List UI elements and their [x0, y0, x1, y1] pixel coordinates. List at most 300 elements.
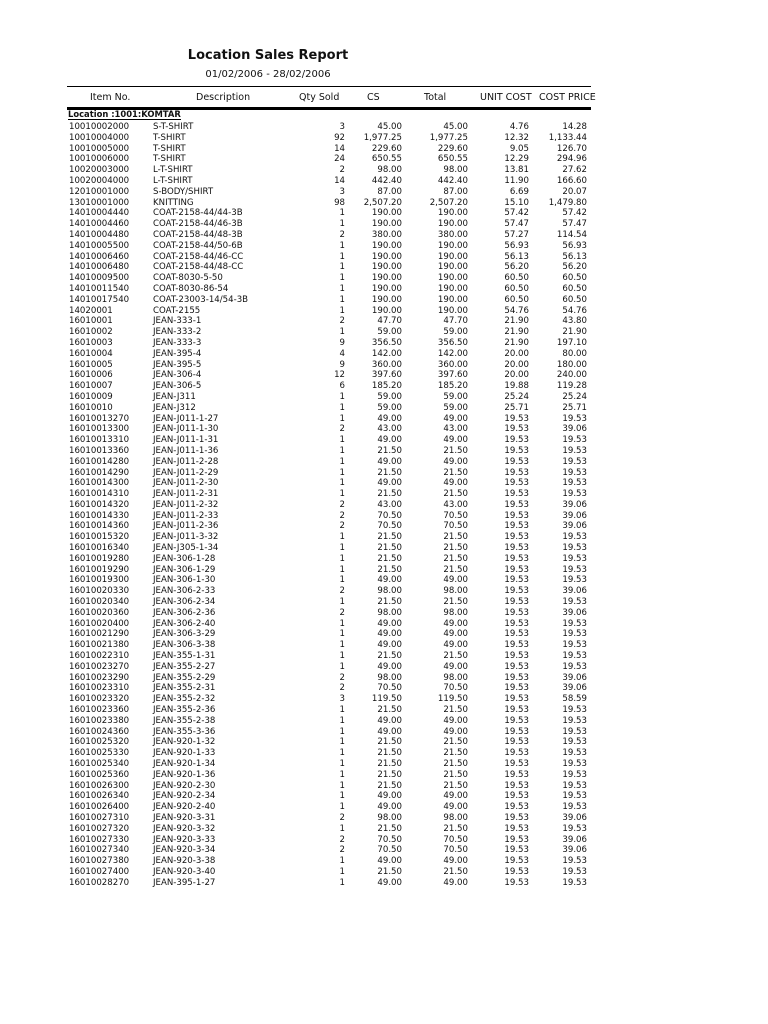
cell-item-no: 16010014290 [69, 467, 130, 478]
cell-cost-price: 166.60 [556, 175, 587, 186]
cell-item-no: 16010007 [69, 381, 113, 392]
cell-cs: 1,977.25 [363, 132, 402, 143]
cell-unit-cost: 12.29 [504, 154, 529, 165]
cell-cost-price: 19.53 [562, 435, 587, 446]
column-header-cost-price: COST PRICE [539, 92, 596, 103]
table-row [0, 716, 768, 727]
cell-qty-sold: 92 [334, 132, 345, 143]
cell-unit-cost: 19.53 [504, 791, 529, 802]
cell-unit-cost: 19.53 [504, 564, 529, 575]
cell-item-no: 16010019280 [69, 553, 130, 564]
cell-total: 21.50 [443, 759, 468, 770]
cell-item-no: 16010001 [69, 316, 113, 327]
cell-qty-sold: 2 [339, 316, 345, 327]
cell-unit-cost: 15.10 [504, 197, 529, 208]
cell-total: 98.00 [443, 165, 468, 176]
cell-unit-cost: 9.05 [509, 143, 529, 154]
cell-item-no: 16010013300 [69, 424, 130, 435]
cell-description: JEAN-J011-1-30 [153, 424, 219, 435]
cell-cs: 119.50 [371, 694, 402, 705]
cell-qty-sold: 2 [339, 521, 345, 532]
cell-cs: 70.50 [377, 834, 402, 845]
table-row [0, 554, 768, 565]
cell-item-no: 10010006000 [69, 154, 130, 165]
cell-description: COAT-2158-44/48-3B [153, 229, 243, 240]
cell-cs: 190.00 [371, 294, 402, 305]
cell-description: JEAN-920-1-32 [153, 737, 216, 748]
cell-cs: 21.50 [377, 769, 402, 780]
cell-cs: 21.50 [377, 467, 402, 478]
cell-cs: 98.00 [377, 813, 402, 823]
cell-total: 49.00 [443, 629, 468, 640]
cell-item-no: 13010001000 [69, 197, 130, 208]
cell-qty-sold: 1 [339, 208, 345, 219]
cell-description: JEAN-306-3-38 [153, 640, 216, 651]
cell-qty-sold: 1 [339, 435, 345, 446]
cell-qty-sold: 1 [339, 553, 345, 564]
cell-total: 21.50 [443, 553, 468, 564]
cell-qty-sold: 1 [339, 489, 345, 500]
cell-item-no: 14010006480 [69, 262, 130, 273]
cell-description: JEAN-920-3-34 [153, 845, 216, 856]
cell-cost-price: 39.06 [562, 586, 587, 597]
cell-cs: 21.50 [377, 780, 402, 791]
cell-cost-price: 54.76 [562, 305, 587, 316]
cell-cost-price: 19.53 [562, 597, 587, 608]
cell-cost-price: 19.53 [562, 651, 587, 662]
cell-item-no: 16010027320 [69, 823, 130, 834]
cell-item-no: 12010001000 [69, 186, 130, 197]
cell-description: JEAN-J011-1-27 [153, 413, 219, 424]
cell-total: 650.55 [437, 154, 468, 165]
cell-qty-sold: 2 [339, 424, 345, 435]
cell-qty-sold: 12 [334, 370, 345, 381]
cell-description: L-T-SHIRT [153, 175, 193, 186]
cell-cost-price: 19.53 [562, 456, 587, 467]
cell-total: 397.60 [437, 370, 468, 381]
table-row [0, 694, 768, 705]
cell-cs: 49.00 [377, 413, 402, 424]
cell-qty-sold: 1 [339, 802, 345, 813]
cell-cost-price: 19.53 [562, 532, 587, 543]
cell-unit-cost: 19.53 [504, 456, 529, 467]
cell-qty-sold: 1 [339, 543, 345, 554]
cell-unit-cost: 19.53 [504, 683, 529, 694]
cell-description: JEAN-306-2-33 [153, 586, 216, 597]
cell-qty-sold: 1 [339, 456, 345, 467]
cell-qty-sold: 1 [339, 737, 345, 748]
cell-qty-sold: 1 [339, 273, 345, 284]
table-row [0, 478, 768, 489]
cell-unit-cost: 19.53 [504, 694, 529, 705]
cell-total: 49.00 [443, 715, 468, 726]
cell-total: 49.00 [443, 877, 468, 888]
cell-item-no: 16010026300 [69, 780, 130, 791]
cell-qty-sold: 2 [339, 510, 345, 521]
cell-item-no: 16010005 [69, 359, 113, 370]
cell-item-no: 16010013270 [69, 413, 130, 424]
table-row [0, 219, 768, 230]
cell-unit-cost: 19.53 [504, 845, 529, 856]
column-header-unit-cost: UNIT COST [480, 92, 532, 103]
cell-total: 49.00 [443, 575, 468, 586]
cell-qty-sold: 1 [339, 597, 345, 608]
cell-description: COAT-2155 [153, 305, 201, 316]
cell-description: COAT-2158-44/50-6B [153, 240, 243, 251]
cell-cost-price: 14.28 [562, 122, 587, 132]
cell-cost-price: 39.06 [562, 834, 587, 845]
cell-description: JEAN-920-3-33 [153, 834, 216, 845]
cell-item-no: 14010006460 [69, 251, 130, 262]
cell-item-no: 16010014320 [69, 499, 130, 510]
table-row [0, 586, 768, 597]
cell-qty-sold: 14 [334, 143, 345, 154]
cell-unit-cost: 11.90 [504, 175, 529, 186]
table-row [0, 619, 768, 630]
cell-unit-cost: 19.53 [504, 510, 529, 521]
cell-item-no: 16010013310 [69, 435, 130, 446]
cell-description: T-SHIRT [153, 132, 186, 143]
cell-total: 21.50 [443, 445, 468, 456]
table-row [0, 360, 768, 371]
column-header-total: Total [424, 92, 447, 103]
table-row [0, 543, 768, 554]
cell-total: 229.60 [437, 143, 468, 154]
cell-total: 190.00 [437, 262, 468, 273]
cell-cs: 650.55 [371, 154, 402, 165]
cell-description: JEAN-920-3-32 [153, 823, 216, 834]
cell-item-no: 16010020360 [69, 607, 130, 618]
cell-item-no: 16010025320 [69, 737, 130, 748]
cell-total: 190.00 [437, 219, 468, 230]
table-row [0, 802, 768, 813]
cell-description: JEAN-355-2-36 [153, 705, 216, 716]
cell-item-no: 16010015320 [69, 532, 130, 543]
cell-cost-price: 80.00 [562, 348, 587, 359]
cell-qty-sold: 1 [339, 327, 345, 338]
cell-cost-price: 19.53 [562, 866, 587, 877]
cell-unit-cost: 57.42 [504, 208, 529, 219]
cell-cs: 98.00 [377, 672, 402, 683]
cell-qty-sold: 2 [339, 845, 345, 856]
cell-description: JEAN-920-1-33 [153, 748, 216, 759]
cell-item-no: 16010020330 [69, 586, 130, 597]
table-row [0, 176, 768, 187]
cell-cost-price: 19.53 [562, 413, 587, 424]
cell-item-no: 14010009500 [69, 273, 130, 284]
cell-qty-sold: 1 [339, 305, 345, 316]
cell-unit-cost: 19.53 [504, 737, 529, 748]
cell-description: JEAN-920-3-38 [153, 856, 216, 867]
header-rule-top [67, 86, 591, 87]
cell-total: 49.00 [443, 435, 468, 446]
cell-total: 49.00 [443, 791, 468, 802]
cell-cost-price: 60.50 [562, 283, 587, 294]
cell-total: 59.00 [443, 391, 468, 402]
cell-qty-sold: 1 [339, 564, 345, 575]
cell-qty-sold: 2 [339, 607, 345, 618]
cell-unit-cost: 19.53 [504, 618, 529, 629]
cell-cost-price: 19.53 [562, 478, 587, 489]
cell-unit-cost: 21.90 [504, 316, 529, 327]
cell-total: 49.00 [443, 413, 468, 424]
cell-cs: 98.00 [377, 586, 402, 597]
cell-qty-sold: 2 [339, 229, 345, 240]
cell-qty-sold: 24 [334, 154, 345, 165]
cell-item-no: 16010003 [69, 337, 113, 348]
cell-cost-price: 1,133.44 [548, 132, 587, 143]
cell-qty-sold: 1 [339, 748, 345, 759]
cell-cost-price: 19.53 [562, 802, 587, 813]
table-row [0, 122, 768, 133]
cell-unit-cost: 57.47 [504, 219, 529, 230]
cell-unit-cost: 19.53 [504, 467, 529, 478]
report-date-range: 01/02/2006 - 28/02/2006 [205, 69, 331, 80]
table-row [0, 791, 768, 802]
cell-cost-price: 56.13 [562, 251, 587, 262]
cell-qty-sold: 1 [339, 467, 345, 478]
cell-qty-sold: 1 [339, 445, 345, 456]
cell-description: JEAN-306-2-40 [153, 618, 216, 629]
cell-qty-sold: 1 [339, 251, 345, 262]
cell-item-no: 14020001 [69, 305, 113, 316]
cell-cs: 49.00 [377, 661, 402, 672]
cell-cs: 70.50 [377, 510, 402, 521]
cell-unit-cost: 25.71 [504, 402, 529, 413]
cell-qty-sold: 2 [339, 586, 345, 597]
table-row [0, 133, 768, 144]
cell-cost-price: 19.53 [562, 445, 587, 456]
cell-description: JEAN-355-2-27 [153, 661, 216, 672]
cell-description: JEAN-920-1-34 [153, 759, 216, 770]
cell-unit-cost: 19.53 [504, 726, 529, 737]
cell-cs: 360.00 [371, 359, 402, 370]
cell-total: 356.50 [437, 337, 468, 348]
table-row [0, 230, 768, 241]
cell-item-no: 16010020400 [69, 618, 130, 629]
cell-total: 49.00 [443, 856, 468, 867]
table-row [0, 597, 768, 608]
table-row [0, 683, 768, 694]
cell-item-no: 10010004000 [69, 132, 130, 143]
cell-description: JEAN-306-1-30 [153, 575, 216, 586]
cell-total: 49.00 [443, 478, 468, 489]
cell-item-no: 16010006 [69, 370, 113, 381]
cell-total: 190.00 [437, 294, 468, 305]
cell-cost-price: 56.20 [562, 262, 587, 273]
cell-cs: 70.50 [377, 521, 402, 532]
cell-cost-price: 19.53 [562, 640, 587, 651]
cell-item-no: 16010025360 [69, 769, 130, 780]
table-row [0, 651, 768, 662]
cell-description: COAT-2158-44/44-3B [153, 208, 243, 219]
cell-cs: 70.50 [377, 845, 402, 856]
cell-cost-price: 39.06 [562, 672, 587, 683]
cell-cost-price: 19.53 [562, 543, 587, 554]
table-row [0, 629, 768, 640]
cell-total: 21.50 [443, 705, 468, 716]
cell-cost-price: 19.53 [562, 661, 587, 672]
cell-unit-cost: 19.53 [504, 521, 529, 532]
table-row [0, 489, 768, 500]
cell-unit-cost: 19.53 [504, 813, 529, 823]
table-row [0, 370, 768, 381]
cell-cost-price: 21.90 [562, 327, 587, 338]
cell-cs: 49.00 [377, 856, 402, 867]
table-row [0, 813, 768, 824]
cell-item-no: 10010002000 [69, 122, 130, 132]
cell-item-no: 16010014300 [69, 478, 130, 489]
cell-cs: 59.00 [377, 391, 402, 402]
cell-item-no: 10010005000 [69, 143, 130, 154]
cell-item-no: 16010010 [69, 402, 113, 413]
table-row [0, 187, 768, 198]
cell-unit-cost: 19.53 [504, 866, 529, 877]
table-row [0, 856, 768, 867]
cell-description: COAT-8030-5-50 [153, 273, 223, 284]
cell-cs: 49.00 [377, 715, 402, 726]
table-row [0, 878, 768, 889]
cell-cs: 43.00 [377, 499, 402, 510]
cell-cs: 49.00 [377, 791, 402, 802]
table-row [0, 457, 768, 468]
cell-description: JEAN-355-2-29 [153, 672, 216, 683]
cell-cost-price: 56.93 [562, 240, 587, 251]
column-header-cs: CS [367, 92, 380, 103]
cell-cost-price: 39.06 [562, 424, 587, 435]
cell-qty-sold: 1 [339, 240, 345, 251]
cell-qty-sold: 9 [339, 359, 345, 370]
cell-qty-sold: 1 [339, 715, 345, 726]
cell-unit-cost: 13.81 [504, 165, 529, 176]
cell-cost-price: 39.06 [562, 845, 587, 856]
cell-item-no: 16010028270 [69, 877, 130, 888]
cell-unit-cost: 4.76 [509, 122, 529, 132]
cell-qty-sold: 1 [339, 413, 345, 424]
cell-description: JEAN-J011-2-31 [153, 489, 219, 500]
cell-total: 21.50 [443, 543, 468, 554]
cell-total: 21.50 [443, 467, 468, 478]
cell-unit-cost: 19.53 [504, 856, 529, 867]
cell-qty-sold: 98 [334, 197, 345, 208]
cell-cost-price: 57.47 [562, 219, 587, 230]
cell-total: 49.00 [443, 726, 468, 737]
cell-cs: 21.50 [377, 737, 402, 748]
cell-unit-cost: 19.53 [504, 759, 529, 770]
cell-cs: 70.50 [377, 683, 402, 694]
cell-description: JEAN-395-5 [153, 359, 202, 370]
cell-cost-price: 19.53 [562, 823, 587, 834]
cell-cs: 21.50 [377, 543, 402, 554]
table-row [0, 748, 768, 759]
table-row [0, 500, 768, 511]
cell-item-no: 16010023320 [69, 694, 130, 705]
cell-total: 70.50 [443, 683, 468, 694]
cell-item-no: 16010020340 [69, 597, 130, 608]
cell-total: 21.50 [443, 564, 468, 575]
cell-unit-cost: 19.53 [504, 769, 529, 780]
cell-qty-sold: 1 [339, 629, 345, 640]
cell-total: 21.50 [443, 769, 468, 780]
table-row [0, 727, 768, 738]
table-row [0, 705, 768, 716]
cell-description: JEAN-306-3-29 [153, 629, 216, 640]
table-row [0, 770, 768, 781]
cell-total: 1,977.25 [429, 132, 468, 143]
cell-cs: 397.60 [371, 370, 402, 381]
cell-qty-sold: 1 [339, 283, 345, 294]
cell-description: KNITTING [153, 197, 194, 208]
cell-item-no: 16010022310 [69, 651, 130, 662]
cell-description: JEAN-J305-1-34 [153, 543, 219, 554]
cell-item-no: 16010021380 [69, 640, 130, 651]
cell-cost-price: 294.96 [556, 154, 587, 165]
cell-qty-sold: 1 [339, 866, 345, 877]
table-row [0, 845, 768, 856]
cell-cs: 49.00 [377, 726, 402, 737]
cell-item-no: 16010027340 [69, 845, 130, 856]
location-label: Location :1001:KOMTAR [68, 109, 181, 119]
cell-cost-price: 197.10 [556, 337, 587, 348]
cell-description: JEAN-J011-1-36 [153, 445, 219, 456]
cell-item-no: 16010014360 [69, 521, 130, 532]
cell-qty-sold: 6 [339, 381, 345, 392]
cell-qty-sold: 1 [339, 726, 345, 737]
cell-cs: 21.50 [377, 651, 402, 662]
cell-item-no: 16010019300 [69, 575, 130, 586]
cell-cost-price: 19.53 [562, 553, 587, 564]
cell-total: 98.00 [443, 813, 468, 823]
cell-item-no: 16010023380 [69, 715, 130, 726]
cell-total: 190.00 [437, 305, 468, 316]
cell-cost-price: 19.53 [562, 618, 587, 629]
cell-total: 98.00 [443, 586, 468, 597]
cell-unit-cost: 20.00 [504, 359, 529, 370]
cell-item-no: 16010025340 [69, 759, 130, 770]
cell-unit-cost: 20.00 [504, 348, 529, 359]
cell-cs: 21.50 [377, 597, 402, 608]
cell-total: 43.00 [443, 499, 468, 510]
cell-description: JEAN-920-3-40 [153, 866, 216, 877]
cell-cost-price: 39.06 [562, 499, 587, 510]
cell-total: 70.50 [443, 521, 468, 532]
cell-item-no: 16010023310 [69, 683, 130, 694]
cell-total: 21.50 [443, 823, 468, 834]
cell-description: JEAN-355-3-36 [153, 726, 216, 737]
cell-cost-price: 126.70 [556, 143, 587, 154]
cell-qty-sold: 1 [339, 769, 345, 780]
cell-description: JEAN-920-1-36 [153, 769, 216, 780]
table-row [0, 154, 768, 165]
cell-total: 45.00 [443, 122, 468, 132]
cell-description: JEAN-355-2-38 [153, 715, 216, 726]
cell-unit-cost: 57.27 [504, 229, 529, 240]
cell-cost-price: 39.06 [562, 510, 587, 521]
table-row [0, 252, 768, 263]
table-row [0, 208, 768, 219]
table-row [0, 165, 768, 176]
cell-cost-price: 180.00 [556, 359, 587, 370]
cell-unit-cost: 56.20 [504, 262, 529, 273]
cell-cs: 21.50 [377, 489, 402, 500]
cell-description: COAT-2158-44/46-3B [153, 219, 243, 230]
table-row [0, 532, 768, 543]
cell-cs: 190.00 [371, 219, 402, 230]
cell-qty-sold: 1 [339, 780, 345, 791]
cell-total: 190.00 [437, 273, 468, 284]
cell-unit-cost: 19.53 [504, 597, 529, 608]
cell-qty-sold: 3 [339, 122, 345, 132]
